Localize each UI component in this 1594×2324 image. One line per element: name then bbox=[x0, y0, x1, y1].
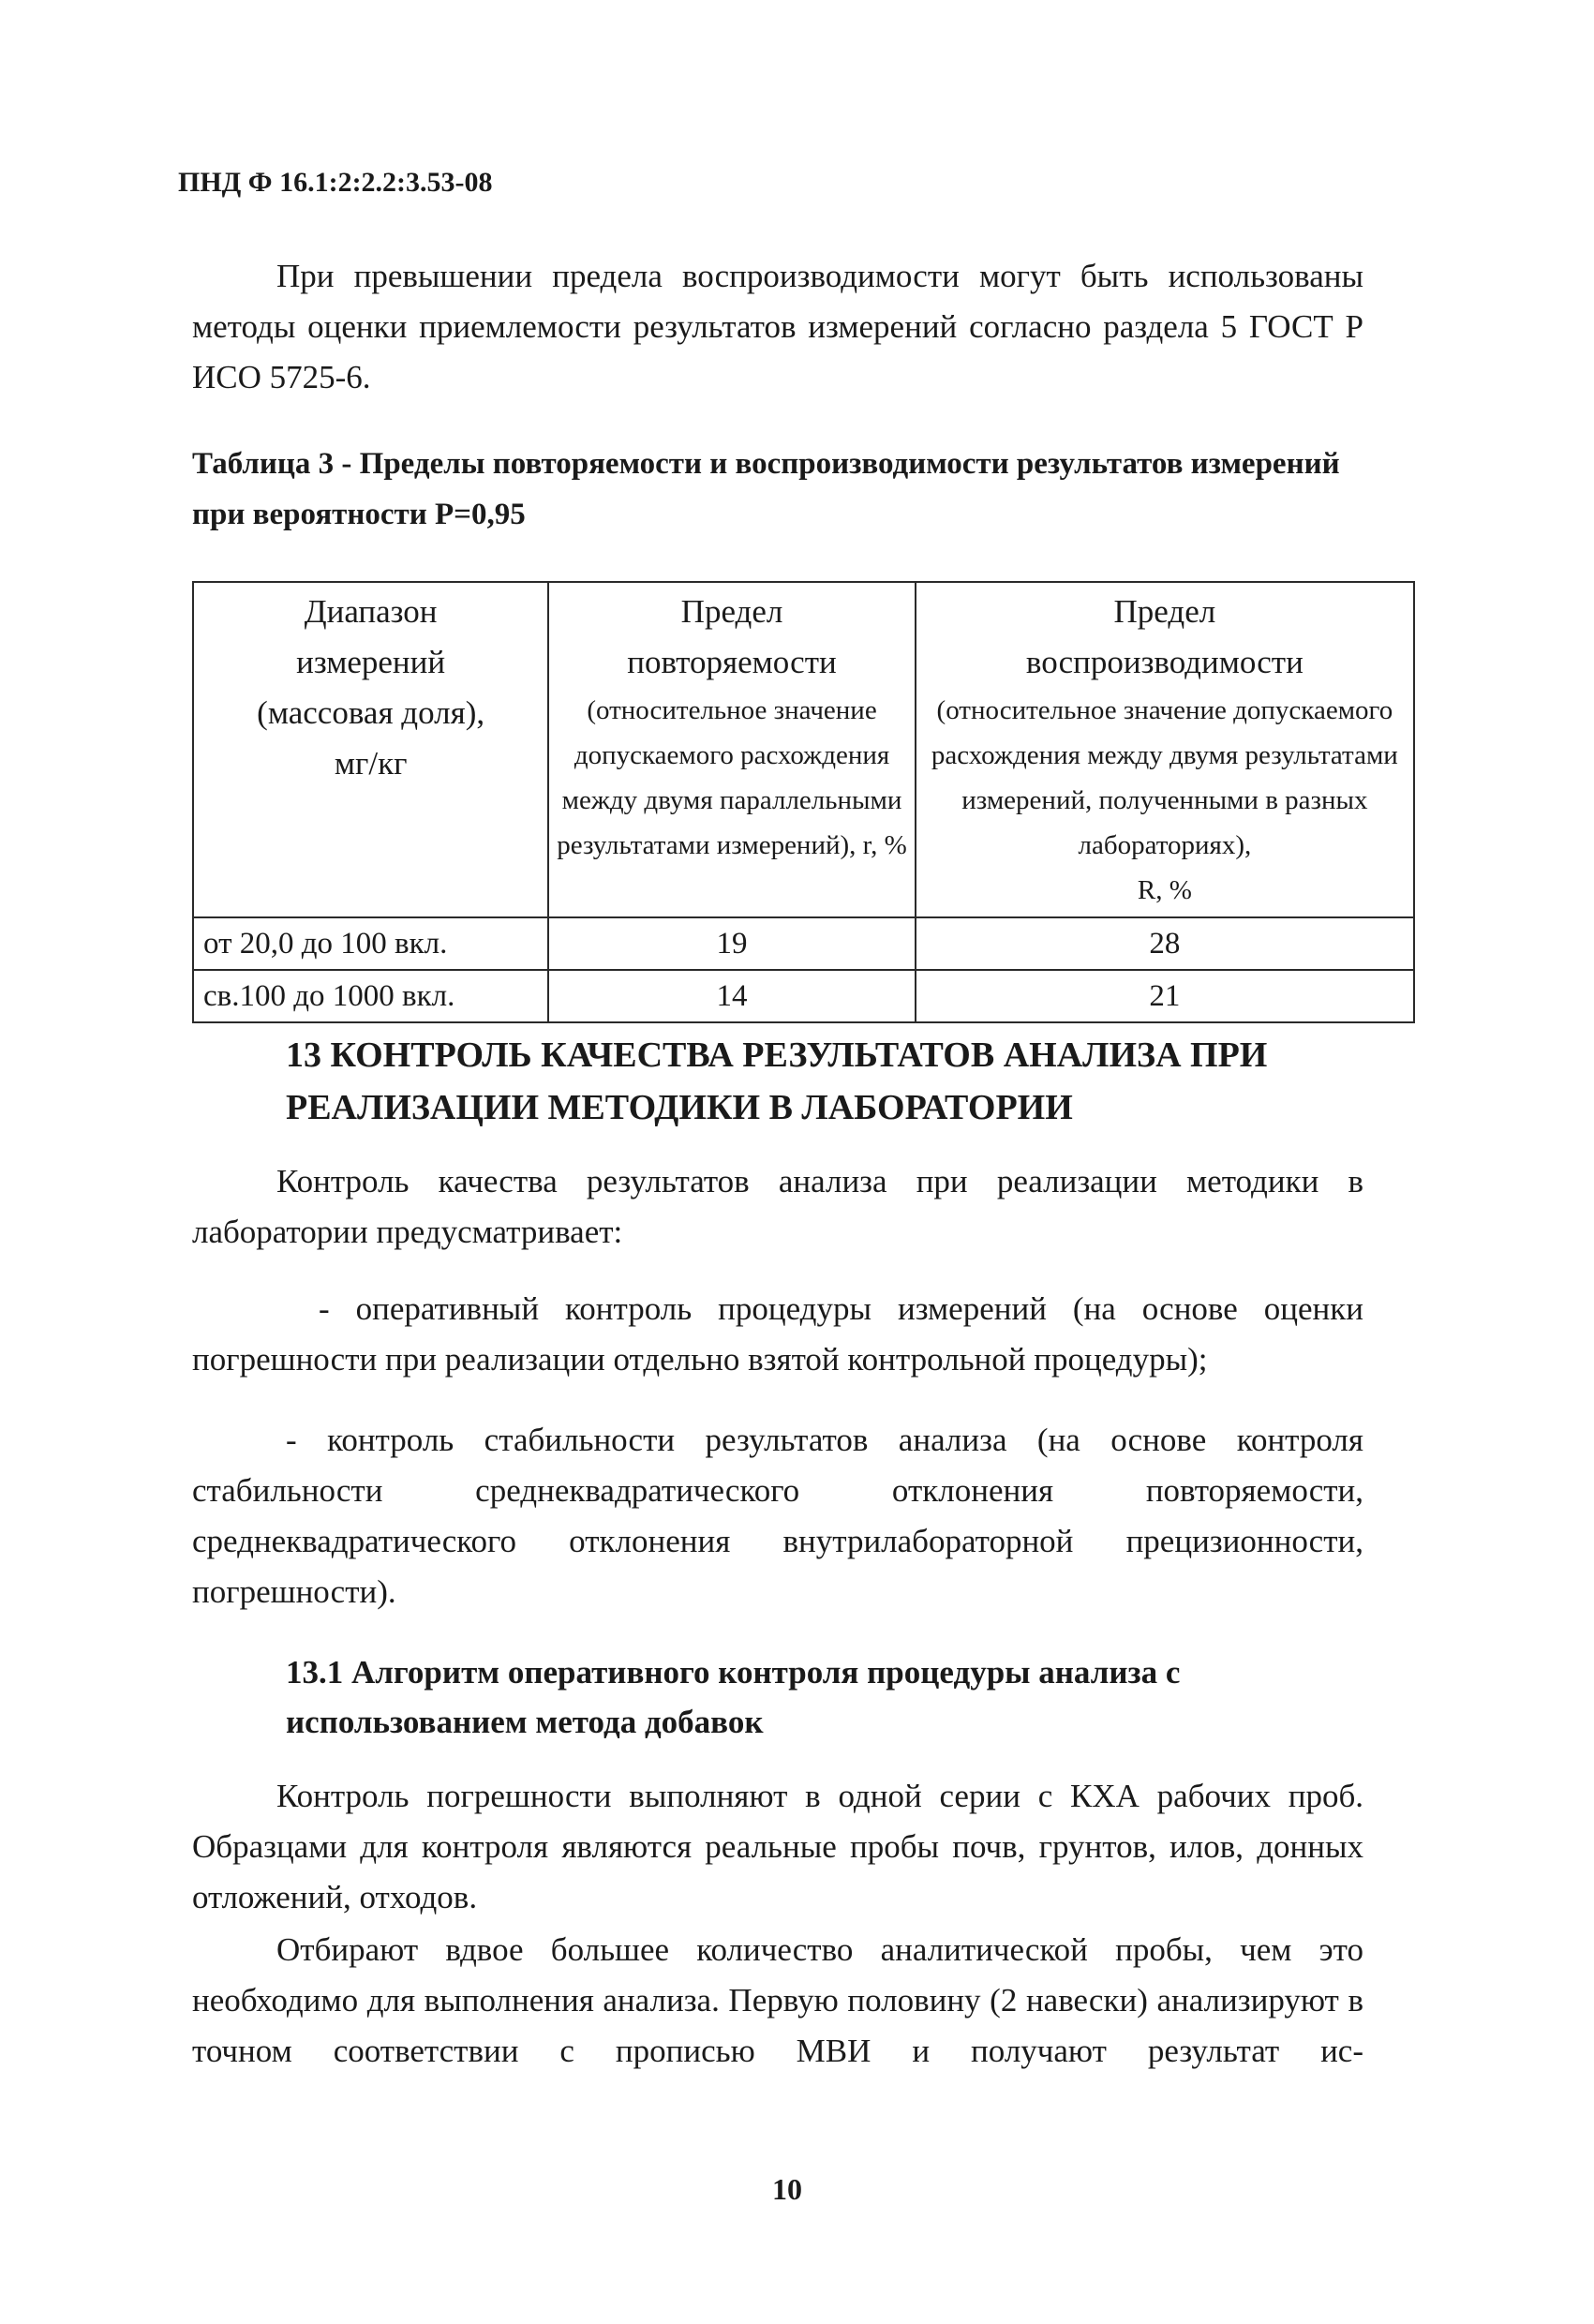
header-range-line: мг/кг bbox=[334, 745, 408, 782]
row-repeatability: 19 bbox=[548, 917, 915, 970]
header-reproducibility-line: воспроизводимости bbox=[1025, 644, 1304, 680]
row-repeatability: 14 bbox=[548, 970, 915, 1022]
header-range bbox=[193, 582, 548, 917]
section-13-1-paragraph-2: Отбирают вдвое большее количество аналитической пробы, чем это необходимо для выполнения анализа. Первую половину (2 навески) анализируют в точном соответствии с прописью МВИ и получают результат ис- bbox=[192, 1931, 1363, 2069]
header-repeatability-note: (относительное значение допускаемого расхождения между двумя параллельными результатами измерений), r, % bbox=[557, 695, 907, 860]
bullet-stability-control: - контроль стабильности результатов анализа (на основе контроля стабильности среднеквадратического отклонения повторяемости, среднеквадратического отклонения внутрилабораторной прецизионности, погрешности). bbox=[192, 1422, 1363, 1610]
header-reproducibility-symbol: R, % bbox=[1137, 875, 1192, 905]
header-reproducibility-note: (относительное значение допускаемого расхождения между двумя результатами измерений, полученными в разных лабораториях), bbox=[931, 695, 1398, 860]
intro-paragraph: При превышении предела воспроизводимости могут быть использованы методы оценки приемлемости результатов измерений согласно раздела 5 ГОСТ Р ИСО 5725-6. bbox=[192, 258, 1363, 395]
row-reproducibility: 21 bbox=[916, 970, 1414, 1022]
header-reproducibility bbox=[916, 582, 1414, 917]
table-header-row bbox=[193, 582, 1414, 917]
table-row bbox=[193, 917, 1414, 970]
page-number: 10 bbox=[772, 2172, 802, 2206]
section-13-1-title: 13.1 Алгоритм оперативного контроля процедуры анализа с использованием метода добавок bbox=[286, 1654, 1181, 1740]
document-code: ПНД Ф 16.1:2:2.2:3.53-08 bbox=[178, 167, 493, 198]
header-repeatability-line: Предел bbox=[680, 593, 783, 630]
row-range: от 20,0 до 100 вкл. bbox=[193, 917, 548, 970]
table-caption: Таблица 3 - Пределы повторяемости и воспроизводимости результатов измерений при вероятности Р=0,95 bbox=[192, 447, 1340, 531]
bullet-operational-control: - оперативный контроль процедуры измерений (на основе оценки погрешности при реализации отдельно взятой контрольной процедуры); bbox=[192, 1290, 1363, 1378]
header-range-line: Диапазон bbox=[304, 593, 438, 630]
header-range-line: измерений bbox=[296, 644, 446, 680]
row-reproducibility: 28 bbox=[916, 917, 1414, 970]
header-repeatability-line: повторяемости bbox=[627, 644, 837, 680]
header-range-line: (массовая доля), bbox=[257, 694, 485, 731]
header-reproducibility-line: Предел bbox=[1113, 593, 1216, 630]
section-13-lead: Контроль качества результатов анализа при реализации методики в лаборатории предусматривает: bbox=[192, 1163, 1363, 1250]
section-13-1-paragraph-1: Контроль погрешности выполняют в одной серии с КХА рабочих проб. Образцами для контроля являются реальные пробы почв, грунтов, илов, донных отложений, отходов. bbox=[192, 1778, 1363, 1915]
row-range: св.100 до 1000 вкл. bbox=[193, 970, 548, 1022]
section-13-title: 13 КОНТРОЛЬ КАЧЕСТВА РЕЗУЛЬТАТОВ АНАЛИЗА ПРИ РЕАЛИЗАЦИИ МЕТОДИКИ В ЛАБОРАТОРИИ bbox=[286, 1035, 1268, 1127]
header-repeatability bbox=[548, 582, 915, 917]
table-row bbox=[193, 970, 1414, 1022]
limits-table bbox=[192, 581, 1415, 1023]
